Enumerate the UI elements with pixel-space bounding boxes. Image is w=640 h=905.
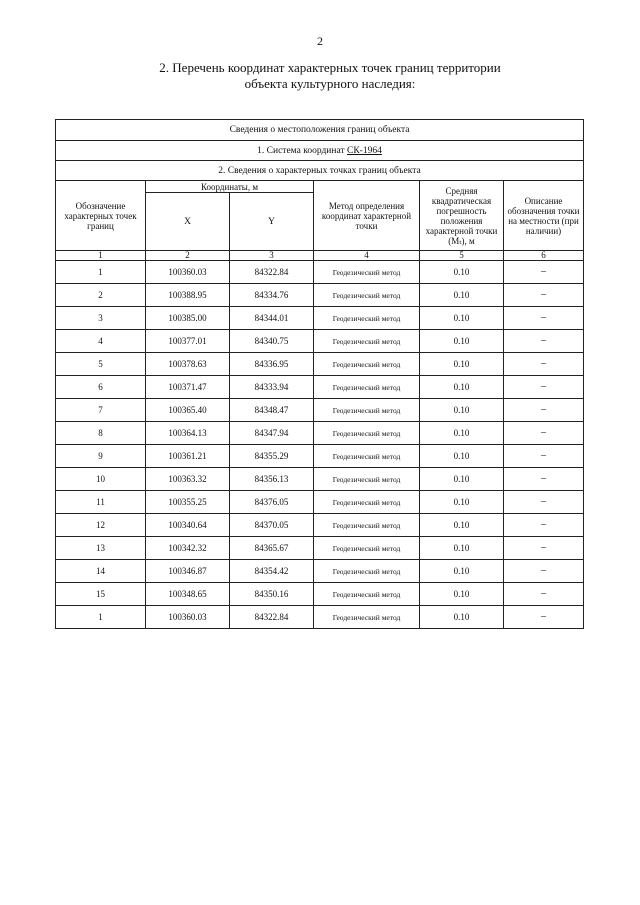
cell-x: 100340.64 [146,514,230,537]
cell-point-id: 9 [56,445,146,468]
cell-point-id: 14 [56,560,146,583]
cell-y: 84344.01 [230,307,314,330]
cell-point-id: 8 [56,422,146,445]
cell-method: Геодезический метод [314,261,420,284]
cell-y: 84348.47 [230,399,314,422]
cell-y: 84354.42 [230,560,314,583]
cell-method: Геодезический метод [314,514,420,537]
cell-error: 0.10 [420,376,504,399]
cell-description: – [504,491,584,514]
table-row [56,445,584,468]
coordinates-table [55,119,584,629]
cell-method: Геодезический метод [314,606,420,629]
cell-error: 0.10 [420,514,504,537]
cell-description: – [504,376,584,399]
cell-description: – [504,399,584,422]
column-number: 1 [56,251,146,261]
header-error: Средняя квадратическая погрешность положения характерной точки (Mₜ), м [420,181,504,251]
header-description: Описание обозначения точки на местности (при наличии) [504,181,584,251]
cell-x: 100361.21 [146,445,230,468]
cell-method: Геодезический метод [314,583,420,606]
cell-method: Геодезический метод [314,399,420,422]
cell-description: – [504,514,584,537]
table-row [56,284,584,307]
cell-y: 84322.84 [230,261,314,284]
cell-y: 84333.94 [230,376,314,399]
cell-x: 100371.47 [146,376,230,399]
column-number: 5 [420,251,504,261]
cell-error: 0.10 [420,468,504,491]
cell-x: 100364.13 [146,422,230,445]
cell-description: – [504,422,584,445]
title-line-1: 2. Перечень координат характерных точек границ территории [159,60,501,75]
cell-method: Геодезический метод [314,353,420,376]
cell-point-id: 6 [56,376,146,399]
cell-y: 84347.94 [230,422,314,445]
cell-method: Геодезический метод [314,468,420,491]
cell-point-id: 3 [56,307,146,330]
coordinate-system-row [56,141,584,161]
cell-method: Геодезический метод [314,445,420,468]
table-row [56,606,584,629]
cell-error: 0.10 [420,284,504,307]
cell-description: – [504,583,584,606]
table-row [56,376,584,399]
cell-error: 0.10 [420,537,504,560]
cell-x: 100378.63 [146,353,230,376]
cell-description: – [504,445,584,468]
table-row [56,330,584,353]
cell-error: 0.10 [420,399,504,422]
table-row [56,514,584,537]
cell-point-id: 12 [56,514,146,537]
header-x: X [146,193,230,251]
table-row [56,537,584,560]
title-line-2: объекта культурного наследия: [244,76,416,91]
column-number: 2 [146,251,230,261]
cell-description: – [504,307,584,330]
table-row [56,261,584,284]
cell-x: 100377.01 [146,330,230,353]
cell-y: 84334.76 [230,284,314,307]
cell-error: 0.10 [420,307,504,330]
table-row [56,399,584,422]
cell-x: 100348.65 [146,583,230,606]
header-method: Метод определения координат характерной точки [314,181,420,251]
cell-x: 100388.95 [146,284,230,307]
cell-point-id: 4 [56,330,146,353]
cell-point-id: 1 [56,261,146,284]
cell-point-id: 7 [56,399,146,422]
cell-point-id: 15 [56,583,146,606]
cell-description: – [504,468,584,491]
cell-x: 100363.32 [146,468,230,491]
cell-description: – [504,261,584,284]
cell-error: 0.10 [420,606,504,629]
cell-error: 0.10 [420,422,504,445]
cell-point-id: 5 [56,353,146,376]
document-title [120,60,540,92]
cell-x: 100360.03 [146,606,230,629]
cell-x: 100342.32 [146,537,230,560]
cell-x: 100365.40 [146,399,230,422]
cell-method: Геодезический метод [314,330,420,353]
table-row [56,307,584,330]
table-row [56,491,584,514]
cell-point-id: 1 [56,606,146,629]
header-designation: Обозначение характерных точек границ [56,181,146,251]
cell-y: 84340.75 [230,330,314,353]
cell-description: – [504,353,584,376]
cell-y: 84370.05 [230,514,314,537]
cell-y: 84355.29 [230,445,314,468]
column-number: 6 [504,251,584,261]
cell-method: Геодезический метод [314,422,420,445]
cell-method: Геодезический метод [314,284,420,307]
cell-description: – [504,606,584,629]
table-row [56,353,584,376]
cell-description: – [504,560,584,583]
cell-description: – [504,537,584,560]
table-row [56,560,584,583]
cell-method: Геодезический метод [314,307,420,330]
cell-y: 84322.84 [230,606,314,629]
cell-method: Геодезический метод [314,560,420,583]
table-row [56,422,584,445]
cell-x: 100355.25 [146,491,230,514]
cell-point-id: 2 [56,284,146,307]
cell-method: Геодезический метод [314,491,420,514]
cell-y: 84356.13 [230,468,314,491]
cell-method: Геодезический метод [314,537,420,560]
points-section-label: 2. Сведения о характерных точках границ объекта [56,161,584,181]
cell-error: 0.10 [420,583,504,606]
cell-x: 100385.00 [146,307,230,330]
column-number: 4 [314,251,420,261]
cell-error: 0.10 [420,560,504,583]
cell-y: 84336.95 [230,353,314,376]
cell-description: – [504,284,584,307]
cell-error: 0.10 [420,353,504,376]
page-number: 2 [317,34,323,48]
cell-point-id: 13 [56,537,146,560]
header-coordinates: Координаты, м [146,181,314,193]
header-y: Y [230,193,314,251]
table-row [56,468,584,491]
table-row [56,583,584,606]
cell-description: – [504,330,584,353]
cell-x: 100360.03 [146,261,230,284]
cell-point-id: 10 [56,468,146,491]
cell-x: 100346.87 [146,560,230,583]
cell-y: 84376.05 [230,491,314,514]
column-number: 3 [230,251,314,261]
cell-error: 0.10 [420,261,504,284]
cell-method: Геодезический метод [314,376,420,399]
table-banner: Сведения о местоположения границ объекта [56,120,584,141]
cell-point-id: 11 [56,491,146,514]
cell-y: 84350.16 [230,583,314,606]
coordinate-system-name: СК-1964 [346,145,382,156]
coordinate-system-label: 1. Система координат [257,145,345,156]
cell-error: 0.10 [420,330,504,353]
cell-error: 0.10 [420,491,504,514]
cell-error: 0.10 [420,445,504,468]
cell-y: 84365.67 [230,537,314,560]
